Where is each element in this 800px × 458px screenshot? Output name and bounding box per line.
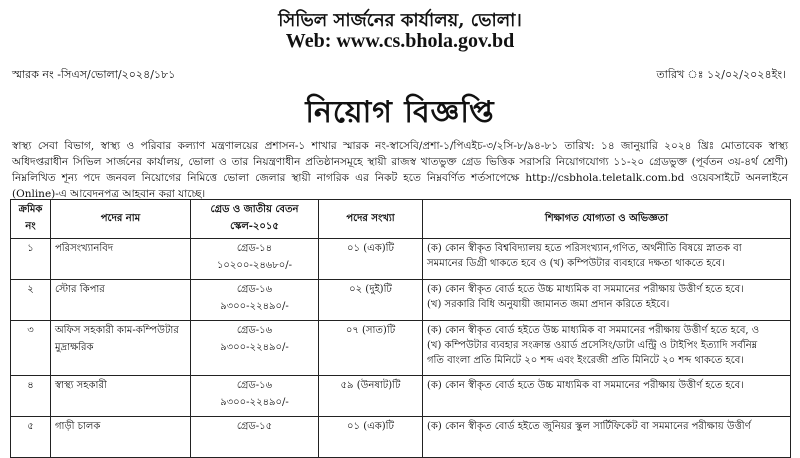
qualification-cell bbox=[423, 417, 791, 458]
header-grade: গ্রেড ও জাতীয় বেতন স্কেল-২০১৫ bbox=[191, 200, 319, 239]
count-cell: ০৭ (সাত)টি bbox=[319, 321, 423, 376]
grade-cell bbox=[191, 417, 319, 458]
qualification-cell bbox=[423, 321, 791, 376]
qualification-line: (ক) কোন স্বীকৃত বোর্ড হইতে উচ্চ মাধ্যমিক বা সমমানের পরীক্ষায় উত্তীর্ণ হতে হবে, ও bbox=[427, 325, 760, 336]
office-name: সিভিল সার্জনের কার্যালয়, ভোলা। bbox=[278, 10, 522, 31]
scale-text: ৯৩০০-২২৪৯০/- bbox=[220, 301, 289, 312]
serial-cell: ৪ bbox=[11, 376, 51, 417]
post-cell: পরিসংখ্যানবিদ bbox=[51, 239, 191, 280]
website-line: Web: www.cs.bhola.gov.bd bbox=[285, 30, 515, 52]
qualification-line: (ক) কোন স্বীকৃত বোর্ড হতে উচ্চ মাধ্যমিক বা সমমানের পরীক্ষায় উত্তীর্ণ হতে হবে। bbox=[427, 284, 744, 295]
scale-text: ৯৩০০-২২৪৯০/- bbox=[220, 342, 289, 353]
post-cell: অফিস সহকারী কাম-কম্পিউটার মুদ্রাক্ষরিক bbox=[51, 321, 191, 376]
table-row bbox=[11, 280, 791, 321]
scale-text: ১০২০০-২৪৬৮০/- bbox=[216, 260, 293, 271]
grade-cell bbox=[191, 376, 319, 417]
serial-cell: ৫ bbox=[11, 417, 51, 458]
serial-cell: ১ bbox=[11, 239, 51, 280]
qualification-line: (ক) কোন স্বীকৃত বোর্ড হইতে জুনিয়র স্কুল সার্টিফিকেট বা সমমানের পরীক্ষায় উত্তীর্ণ bbox=[427, 421, 751, 432]
grade-cell bbox=[191, 239, 319, 280]
memo-number: স্মারক নং -সিএস/ভোলা/২০২৪/১৮১ bbox=[12, 68, 176, 81]
qualification-line: (খ) কম্পিউটার ব্যবহার সংক্রান্ত ওয়ার্ড প্রসেসিং/ডাটা এন্ট্রি ও টাইপিং ইত্যাদি সর্বনিম্ন bbox=[427, 340, 758, 351]
header-count: পদের সংখ্যা bbox=[319, 200, 423, 239]
intro-paragraph: স্বাস্থ্য সেবা বিভাগ, স্বাস্থ্য ও পরিবার কল্যাণ মন্ত্রণালয়ের প্রশাসন-১ শাখার স্মারক নং-স্বাসেবি/প্রশা-১/পিএইচ-৩/২সি-৮/৯৪-৮১ তারিখ: ১৪ জানুয়ারি ২০২৪ খ্রিঃ মোতাবেক স্বাস্থ্য অধিদপ্তরাধীন সিভিল সার্জনের কার্যালয়, ভোলা ও তার নিয়ন্ত্রণাধীন প্রতিষ্ঠানসমূহে স্থায়ী রাজস্ব খাতভুক্ত গ্রেড ভিত্তিক সরাসরি নিয়োগযোগ্য ১১-২০ গ্রেডভুক্ত (পূর্বতন ৩য়-৪র্থ শ্রেণী) নিম্নলিখিত শূন্য পদে জনবল নিয়োগের নিমিত্তে ভোলা জেলার স্থায়ী নাগরিক এর নিকট হতে নিম্নবর্ণিত শর্তসাপেক্ষে http://csbhola.teletalk.com.bd ওয়েবসাইটে অনলাইনে (Online)-এ আবেদনপত্র আহবান করা যাচ্ছে। bbox=[12, 140, 788, 200]
scale-text: ৯৩০০-২২৪৯০/- bbox=[220, 397, 289, 408]
qualification-line: (ক) কোন স্বীকৃত বোর্ড হতে উচ্চ মাধ্যমিক বা সমমানের পরীক্ষায় উত্তীর্ণ হতে হবে। bbox=[427, 380, 744, 391]
count-cell: ০১ (এক)টি bbox=[319, 239, 423, 280]
table-header-row bbox=[11, 200, 791, 239]
count-cell: ৫৯ (উনষাট)টি bbox=[319, 376, 423, 417]
serial-cell: ২ bbox=[11, 280, 51, 321]
qualification-cell bbox=[423, 280, 791, 321]
table-row bbox=[11, 376, 791, 417]
grade-text: গ্রেড-১৬ bbox=[236, 284, 273, 295]
qualification-line: গতি বাংলা প্রতি মিনিটে ২০ শব্দ এবং ইংরেজী প্রতি মিনিটে ২০ শব্দ থাকতে হবে। bbox=[427, 355, 744, 366]
qualification-line: (খ) সরকারি বিধি অনুযায়ী জামানত জমা প্রদান করিতে হইবে। bbox=[427, 299, 670, 310]
header-serial: ক্রমিক নং bbox=[11, 200, 51, 239]
qualification-cell bbox=[423, 239, 791, 280]
grade-text: গ্রেড-১৬ bbox=[236, 380, 273, 391]
grade-cell bbox=[191, 321, 319, 376]
count-cell: ০২ (দুই)টি bbox=[319, 280, 423, 321]
qualification-cell bbox=[423, 376, 791, 417]
qualification-line: সমমানের ডিগ্রী থাকতে হবে ও (খ) কম্পিউটার ব্যবহারে দক্ষতা থাকতে হবে। bbox=[427, 258, 725, 269]
header-qualification: শিক্ষাগত যোগ্যতা ও অভিজ্ঞতা bbox=[423, 200, 791, 239]
post-cell: গাড়ী চালক bbox=[51, 417, 191, 458]
serial-cell: ৩ bbox=[11, 321, 51, 376]
grade-text: গ্রেড-১৬ bbox=[236, 325, 273, 336]
header-post: পদের নাম bbox=[51, 200, 191, 239]
memo-date: তারিখ ঃ ১২/০২/২০২৪ইং। bbox=[656, 68, 786, 81]
grade-cell bbox=[191, 280, 319, 321]
table-row bbox=[11, 239, 791, 280]
qualification-line: (ক) কোন স্বীকৃত বিশ্ববিদ্যালয় হতে পরিসংখ্যান,গণিত, অর্থনীতি বিষয়ে স্নাতক বা bbox=[427, 243, 742, 254]
post-cell: স্বাস্থ্য সহকারী bbox=[51, 376, 191, 417]
notice-title: নিয়োগ বিজ্ঞপ্তি bbox=[305, 95, 495, 130]
count-cell: ০১ (এক)টি bbox=[319, 417, 423, 458]
grade-text: গ্রেড-১৫ bbox=[236, 421, 273, 432]
post-cell: স্টোর কিপার bbox=[51, 280, 191, 321]
posts-table bbox=[10, 199, 791, 458]
table-row bbox=[11, 417, 791, 458]
table-row bbox=[11, 321, 791, 376]
grade-text: গ্রেড-১৪ bbox=[236, 243, 273, 254]
